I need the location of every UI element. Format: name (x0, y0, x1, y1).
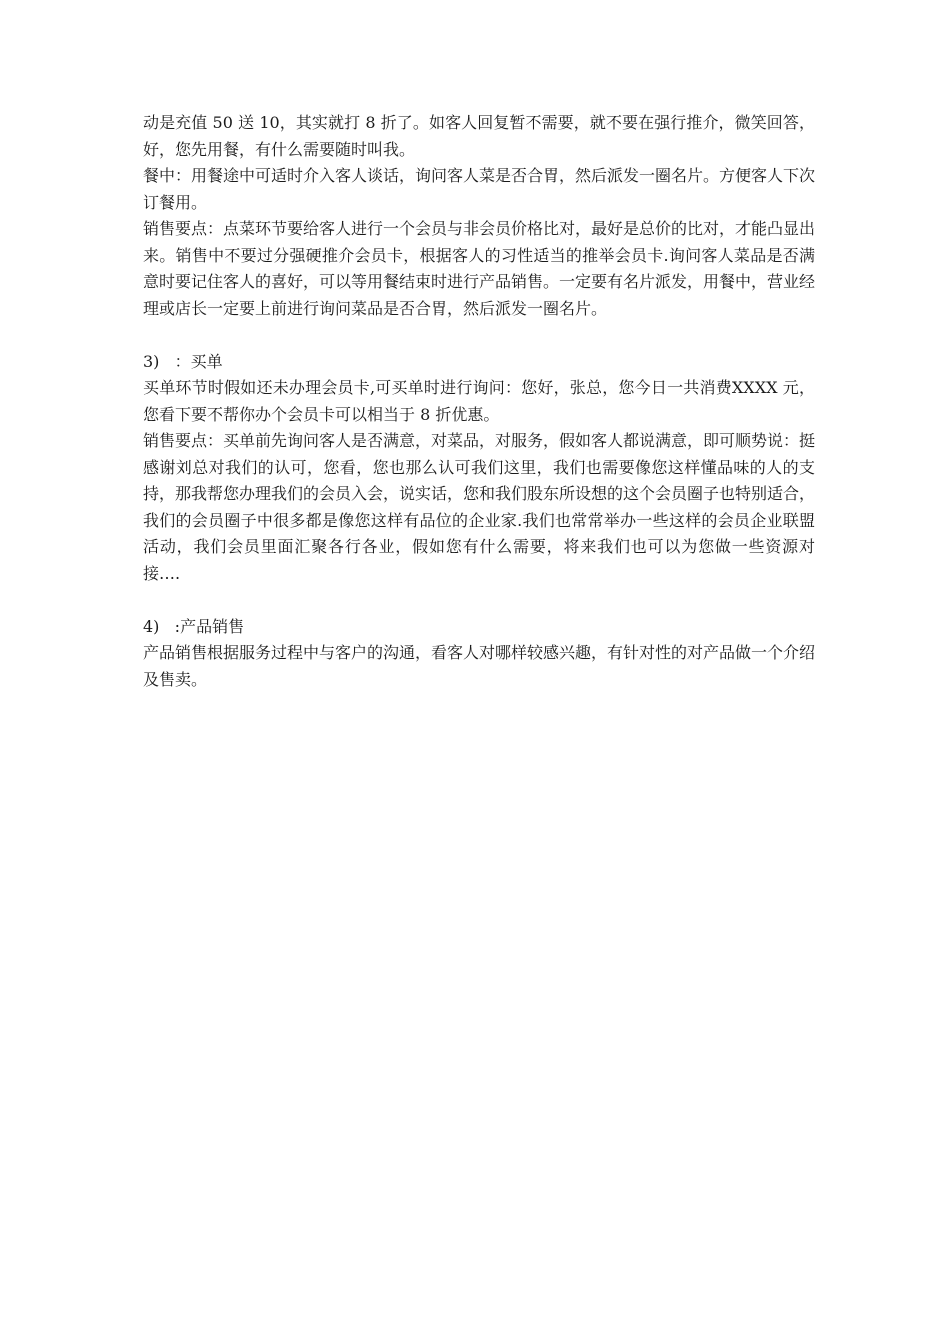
paragraph-checkout: 买单环节时假如还未办理会员卡,可买单时进行询问：您好，张总，您今日一共消费XXXX 元，您看下要不帮你办个会员卡可以相当于 8 折优惠。 (143, 378, 815, 424)
document-body (143, 110, 815, 693)
paragraph-during-meal: 餐中：用餐途中可适时介入客人谈话，询问客人菜是否合胃，然后派发一圈名片。方便客人下次订餐用。 (143, 166, 816, 212)
section-heading-product-sales: 4) :产品销售 (143, 616, 245, 636)
spacer (143, 322, 815, 349)
paragraph-sales-points: 销售要点：点菜环节要给客人进行一个会员与非会员价格比对，最好是总价的比对，才能凸显出来。销售中不要过分强硬推介会员卡，根据客人的习性适当的推举会员卡.询问客人菜品是否满意时要记住客人的喜好，可以等用餐结束时进行产品销售。一定要有名片派发，用餐中，营业经理或店长一定要上前进行询问菜品是否合胃，然后派发一圈名片。 (143, 219, 816, 318)
section-heading-checkout: 3) ：买单 (143, 351, 223, 371)
paragraph-membership-offer: 动是充值 50 送 10，其实就打 8 折了。如客人回复暂不需要，就不要在强行推介，微笑回答，好，您先用餐，有什么需要随时叫我。 (143, 113, 815, 159)
paragraph-checkout-sales-points: 销售要点：买单前先询问客人是否满意，对菜品，对服务，假如客人都说满意，即可顺势说：挺感谢刘总对我们的认可，您看，您也那么认可我们这里，我们也需要像您这样懂品味的人的支持，那我帮您办理我们的会员入会，说实话，您和我们股东所设想的这个会员圈子也特别适合，我们的会员圈子中很多都是像您这样有品位的企业家.我们也常常举办一些这样的会员企业联盟活动，我们会员里面汇聚各行各业，假如您有什么需要，将来我们也可以为您做一些资源对接…. (143, 431, 816, 583)
spacer (143, 587, 815, 614)
paragraph-product-sales: 产品销售根据服务过程中与客户的沟通，看客人对哪样较感兴趣，有针对性的对产品做一个介绍及售卖。 (143, 643, 816, 689)
